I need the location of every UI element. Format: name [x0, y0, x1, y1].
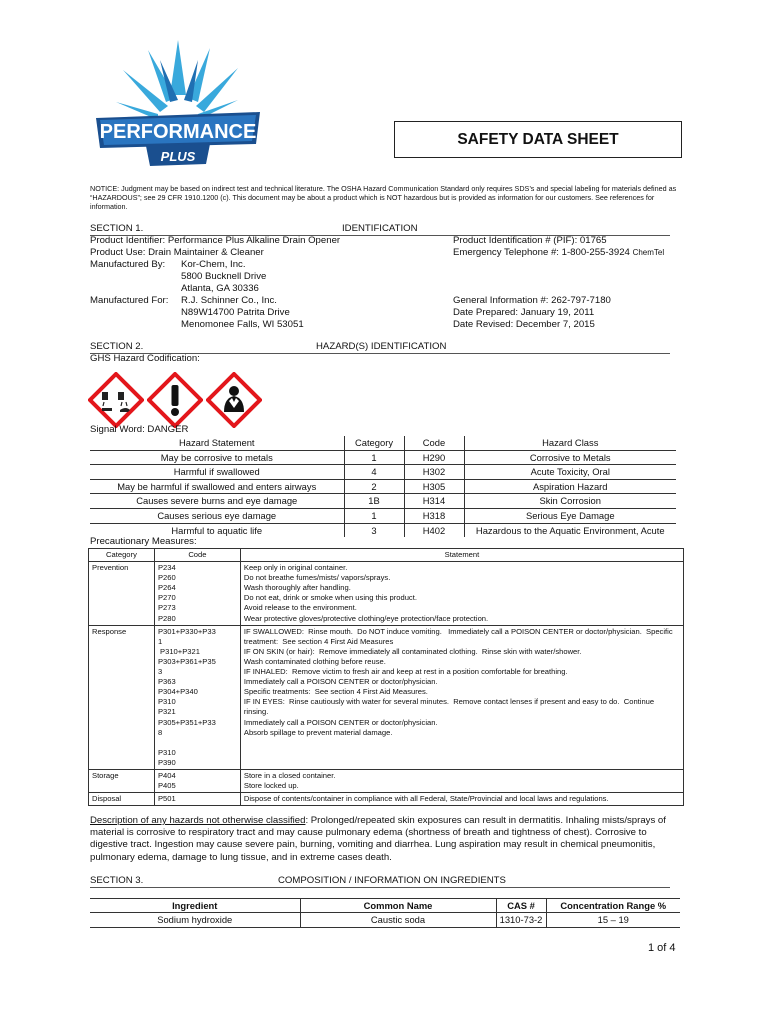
manufactured-by-block [181, 259, 266, 296]
table-row [89, 562, 684, 626]
prec-statements: Store in a closed container. Store locked up. [240, 769, 683, 792]
prec-codes: P404 P405 [154, 769, 240, 792]
hazard-class: Corrosive to Metals [464, 450, 676, 465]
section2-number: SECTION 2. [90, 341, 144, 352]
hazard-class: Skin Corrosion [464, 494, 676, 509]
table-row [90, 494, 676, 509]
health-hazard-pictogram [206, 372, 262, 433]
hazard-statement: Harmful to aquatic life [90, 523, 344, 537]
section1-number: SECTION 1. [90, 223, 144, 234]
common-name-header: Common Name [300, 899, 496, 913]
distributor-line: R.J. Schinner Co., Inc. [181, 295, 277, 306]
prec-statements: IF SWALLOWED: Rinse mouth. Do NOT induce vomiting. Immediately call a POISON CENTER or doctor/physician. Specific treatment: See section 4 First Aid Measures IF ON SKIN (or hair): Remove immediately all contaminated clothing. Rinse skin with water/shower. Wash contaminated clothing before reuse. IF INHALED: Remove victim to fresh air and keep at rest in a position comfortable for breathing. Immediately call a POISON CENTER or doctor/physician. Specific treatments: See section 4 First Aid Measures. IF IN EYES: Rinse cautiously with water for several minutes. Remove contact lenses if present and easy to do. Continue rinsing. Immediately call a POISON CENTER or doctor/physician. Absorb spillage to prevent material damage. [240, 625, 683, 769]
ingredient-name: Sodium hydroxide [90, 913, 300, 927]
manufacturer-line: 5800 Bucknell Drive [181, 271, 267, 283]
table-row [90, 508, 676, 523]
ingredient-common-name: Caustic soda [300, 913, 496, 927]
hnoc-label: Description of any hazards not otherwise classified [90, 815, 306, 826]
prec-statement-header: Statement [240, 549, 683, 562]
hazard-category: 1B [344, 494, 404, 509]
manufactured-for-label: Manufactured For: [90, 295, 169, 306]
distributor-line: N89W14700 Patrita Drive [181, 307, 290, 319]
emergency-provider: ChemTel [632, 248, 665, 257]
hazard-category: 4 [344, 465, 404, 480]
prec-codes: P234 P260 P264 P270 P273 P280 [154, 562, 240, 626]
hazard-code: H305 [404, 479, 464, 494]
section1-title: IDENTIFICATION [342, 223, 418, 234]
table-row [89, 625, 684, 769]
pif-number: Product Identification # (PIF): 01765 [453, 235, 607, 246]
prec-category: Prevention [89, 562, 155, 626]
section3-number: SECTION 3. [90, 875, 144, 886]
document-title-box [394, 121, 682, 158]
hazard-table-header [90, 436, 676, 450]
hnoc-text: : Prolonged/repeated skin exposures can result in dermatitis. Inhaling mists/sprays of material is corrosive to respiratory tract and may cause pulmonary edema (shortness of breath and tightness of chest). Corrosive to digestive tract. Ingestion may cause severe pain, burning, vomiting and diarrhea. Lung aspiration may result in chemical pneumonitis, pulmonary edema, damage to lung tissue, and in extreme cases death. [90, 815, 666, 863]
hazard-class: Acute Toxicity, Oral [464, 465, 676, 480]
table-row [89, 793, 684, 806]
hazard-statement: May be harmful if swallowed and enters airways [90, 479, 344, 494]
hazard-statement: May be corrosive to metals [90, 450, 344, 465]
logo-word2: PLUS [160, 149, 196, 164]
prec-code-header: Code [154, 549, 240, 562]
hazard-category-header: Category [344, 436, 404, 450]
prec-statements: Keep only in original container. Do not breathe fumes/mists/ vapors/sprays. Wash thoroughly after handling. Do not eat, drink or smoke when using this product. Avoid release to the environment. Wear protective gloves/protective clothing/eye protection/face protection. [240, 562, 683, 626]
manufacturer-line: Atlanta, GA 30336 [181, 283, 259, 295]
hazard-category: 1 [344, 450, 404, 465]
ghs-label: GHS Hazard Codification: [90, 353, 200, 364]
hazard-category: 3 [344, 523, 404, 537]
hazard-code: H402 [404, 523, 464, 537]
prec-category: Storage [89, 769, 155, 792]
hnoc-paragraph [90, 815, 682, 864]
hazard-code: H290 [404, 450, 464, 465]
table-row [90, 913, 680, 927]
emergency-telephone [453, 247, 664, 259]
table-row [90, 465, 676, 480]
ingredient-concentration: 15 – 19 [546, 913, 680, 927]
emergency-number: Emergency Telephone #: 1-800-255-3924 [453, 247, 630, 258]
prec-codes: P501 [154, 793, 240, 806]
hazard-statement: Causes severe burns and eye damage [90, 494, 344, 509]
hazard-class: Hazardous to the Aquatic Environment, Acute [475, 524, 665, 536]
precautionary-label: Precautionary Measures: [90, 536, 197, 547]
prec-category: Disposal [89, 793, 155, 806]
notice-text: NOTICE: Judgment may be based on indirect test and technical literature. The OSHA Hazard Communication Standard only requires SDS’s and special labeling for materials defined as “HAZARDOUS”; see 29 CFR 1910.1200 (c). This document may be about a product which is NOT hazardous but is provided as information for our customers. See references for information. [90, 184, 677, 211]
page-title: SAFETY DATA SHEET [457, 130, 619, 148]
hazard-statement: Causes serious eye damage [90, 508, 344, 523]
hazard-statement: Harmful if swallowed [90, 465, 344, 480]
signal-word: Signal Word: DANGER [90, 424, 189, 435]
table-row [90, 479, 676, 494]
table-row [89, 769, 684, 792]
logo-word1: PERFORMANCE [99, 121, 257, 143]
hazard-class: Aspiration Hazard [464, 479, 676, 494]
prec-statements: Dispose of contents/container in compliance with all Federal, State/Provincial and local laws and regulations. [243, 794, 609, 804]
prec-category-header: Category [89, 549, 155, 562]
section3-header [90, 875, 670, 888]
composition-table [90, 898, 680, 928]
table-row [90, 450, 676, 465]
hazard-class: Serious Eye Damage [464, 508, 676, 523]
section3-title: COMPOSITION / INFORMATION ON INGREDIENTS [278, 875, 506, 886]
hazard-class-header: Hazard Class [464, 436, 676, 450]
product-use: Product Use: Drain Maintainer & Cleaner [90, 247, 264, 258]
cas-header: CAS # [496, 899, 546, 913]
section2-title: HAZARD(S) IDENTIFICATION [316, 341, 447, 352]
prec-codes: P301+P330+P33 1 P310+P321 P303+P361+P35 3 P363 P304+P340 P310 P321 P305+P351+P33 8 P310 P390 [154, 625, 240, 769]
manufactured-by-label: Manufactured By: [90, 259, 166, 270]
manufacturer-line: Kor-Chem, Inc. [181, 259, 246, 270]
page-number: 1 of 4 [648, 942, 676, 954]
distributor-line: Menomonee Falls, WI 53051 [181, 319, 304, 331]
hazard-statement-header: Hazard Statement [90, 436, 344, 450]
brand-logo [88, 40, 268, 180]
precautionary-table-header [89, 549, 684, 562]
hazard-category: 1 [344, 508, 404, 523]
product-identifier: Product Identifier: Performance Plus Alkaline Drain Opener [90, 235, 341, 246]
date-revised: Date Revised: December 7, 2015 [453, 319, 595, 330]
precautionary-table [88, 548, 684, 806]
concentration-header: Concentration Range % [546, 899, 680, 913]
hazard-table [90, 436, 676, 537]
manufactured-for-block [181, 295, 304, 332]
ingredient-cas: 1310-73-2 [496, 913, 546, 927]
hazard-code: H318 [404, 508, 464, 523]
prec-category: Response [89, 625, 155, 769]
hazard-category: 2 [344, 479, 404, 494]
hazard-code: H302 [404, 465, 464, 480]
hazard-code: H314 [404, 494, 464, 509]
hazard-code-header: Code [404, 436, 464, 450]
ingredient-header: Ingredient [90, 899, 300, 913]
date-prepared: Date Prepared: January 19, 2011 [453, 307, 595, 318]
general-info-number: General Information #: 262-797-7180 [453, 295, 611, 306]
composition-table-header [90, 899, 680, 913]
